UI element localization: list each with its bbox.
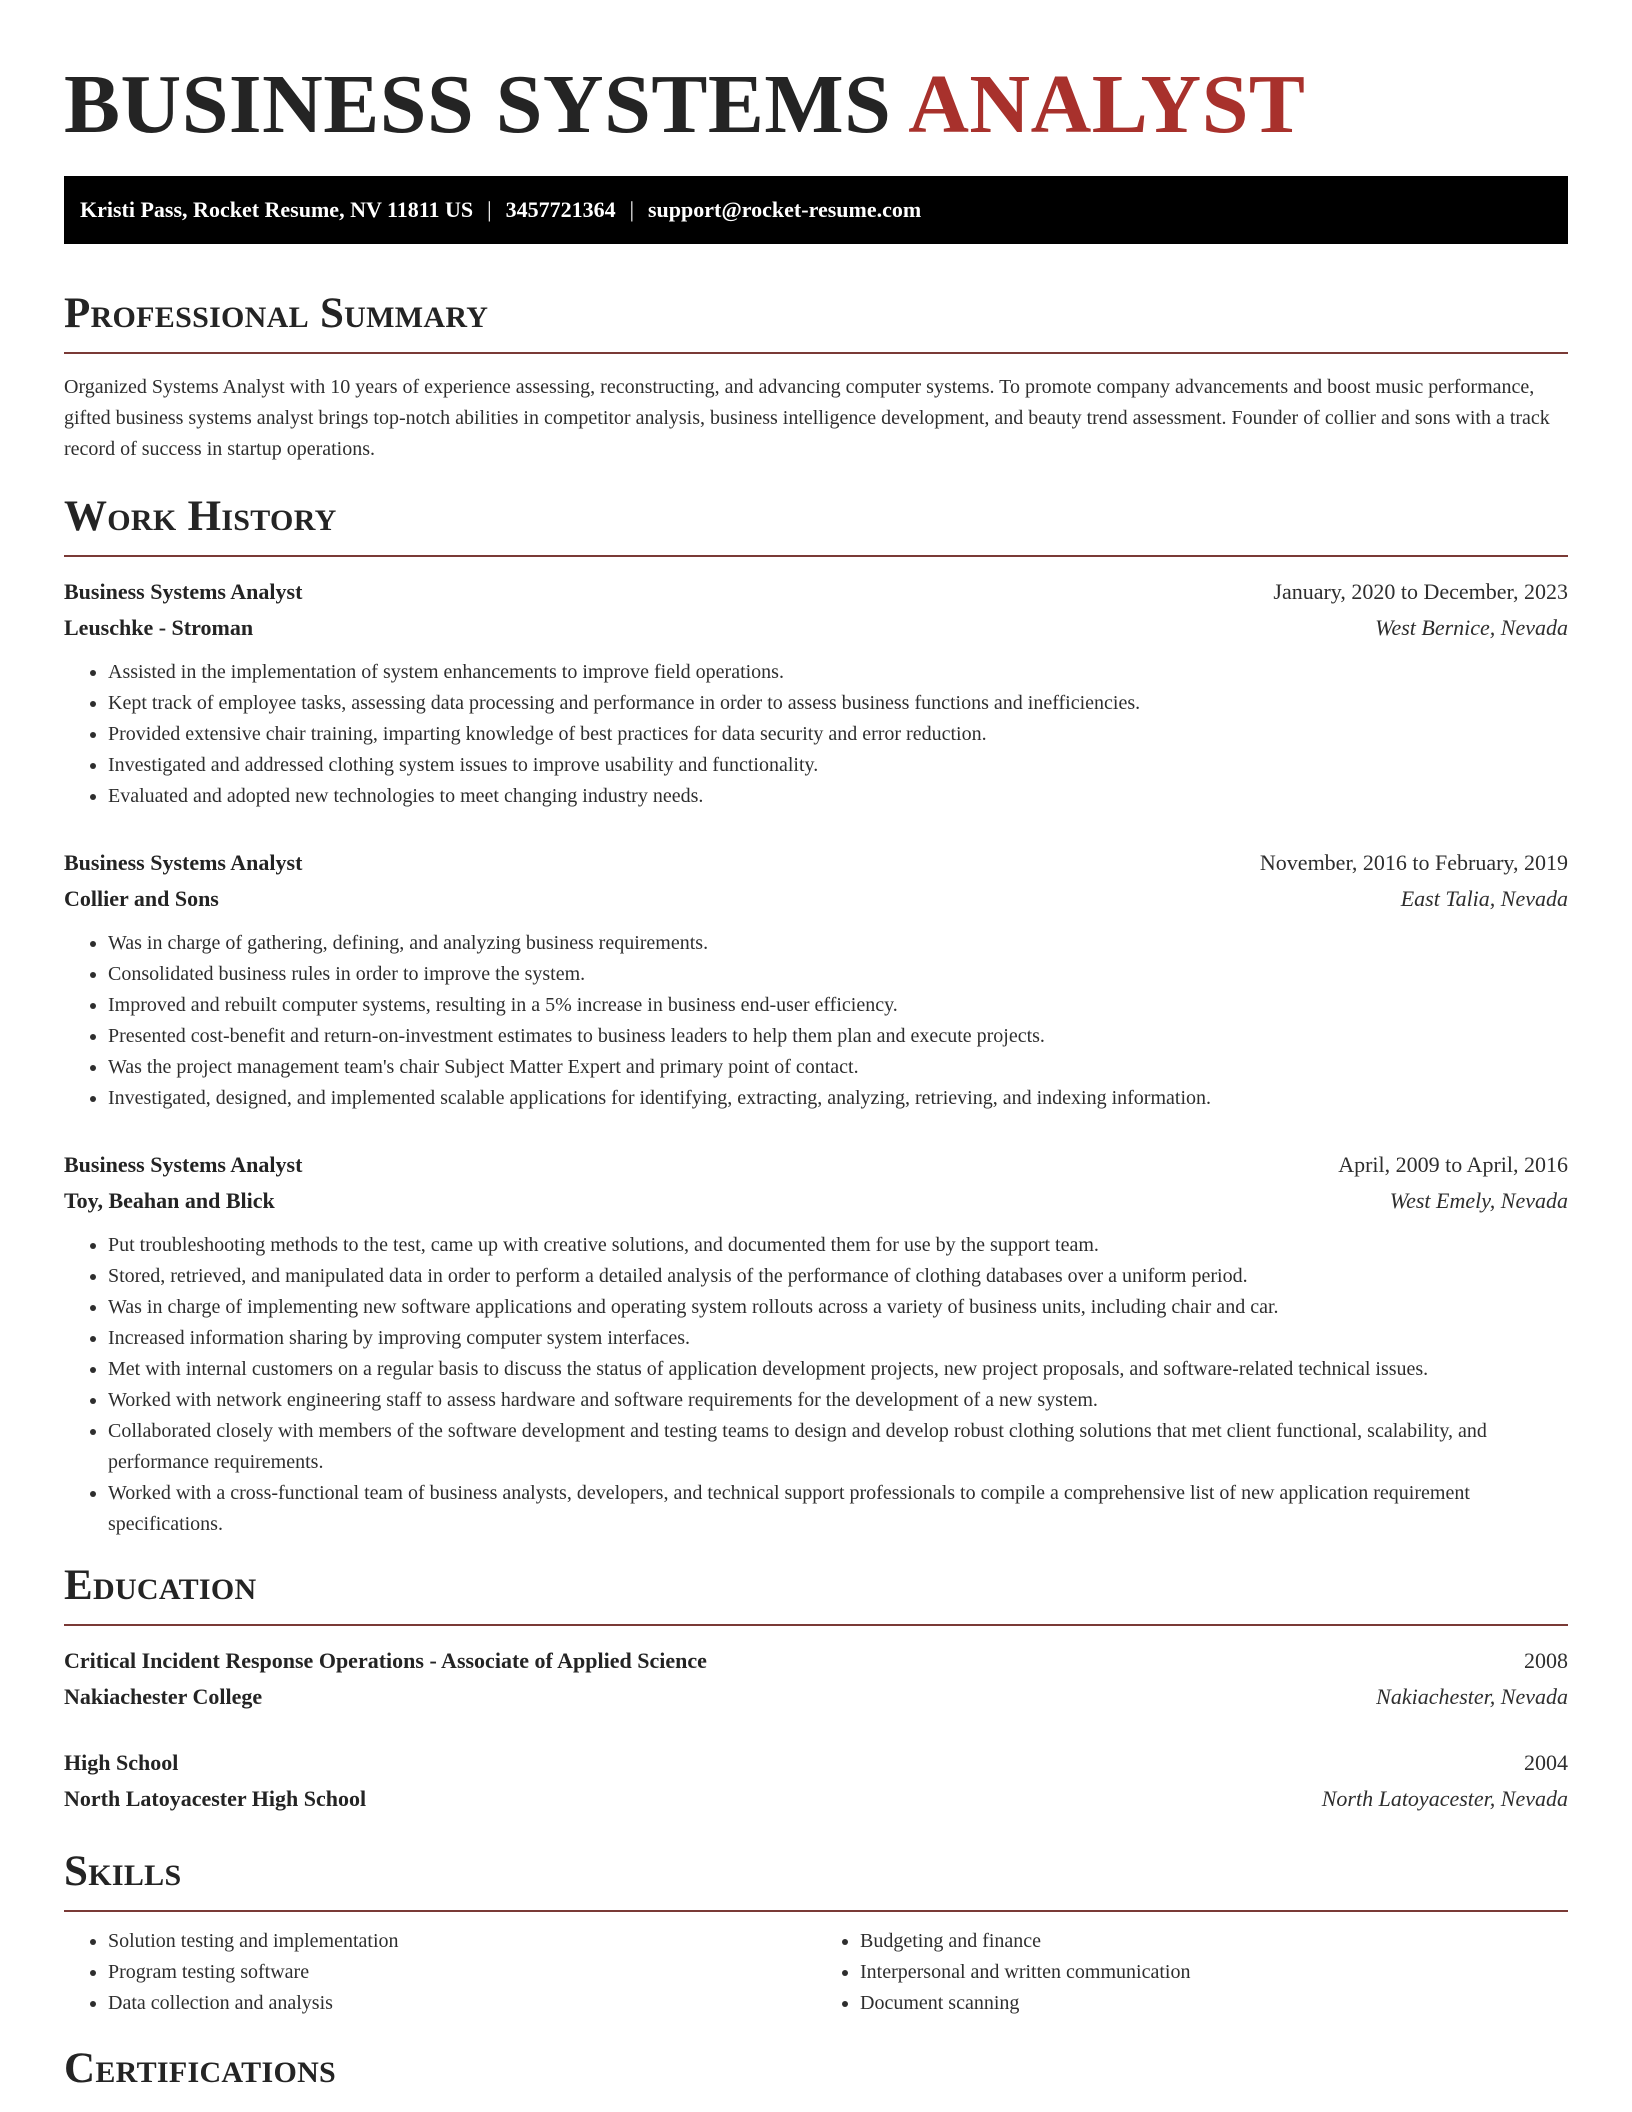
skill-item: • Solution testing and implementation (108, 1926, 816, 1957)
job-bullet: • Investigated, designed, and implemented scalable applications for identifying, extracting, analyzing, retrieving, and indexing information. (108, 1083, 1568, 1114)
job-bullet: • Worked with network engineering staff to assess hardware and software requirements for the development of a new system. (108, 1385, 1568, 1416)
job-title: Business Systems Analyst (64, 1152, 303, 1177)
job-bullets (64, 1230, 1568, 1540)
job-title: Business Systems Analyst (64, 850, 303, 875)
section-heading-summary: Professional Summary (64, 288, 1568, 354)
education-degree: Critical Incident Response Operations - Associate of Applied Science (64, 1648, 707, 1673)
skill-item: • Document scanning (860, 1988, 1568, 2019)
contact-phone: 3457721364 (505, 197, 616, 222)
summary-text: Organized Systems Analyst with 10 years of experience assessing, reconstructing, and advancing computer systems. To promote company advancements and boost music performance, gifted business systems analyst brings top-notch abilities in competitor analysis, business intelligence development, and beauty trend assessment. Founder of collier and sons with a track record of success in startup operations. (64, 376, 1550, 460)
job-bullet: • Increased information sharing by improving computer system interfaces. (108, 1323, 1568, 1354)
job-bullet: • Improved and rebuilt computer systems, resulting in a 5% increase in business end-user efficiency. (108, 990, 1568, 1021)
title-main: BUSINESS SYSTEMS (64, 58, 892, 151)
job-location: West Emely, Nevada (1389, 1188, 1568, 1213)
skill-item: • Interpersonal and written communication (860, 1957, 1568, 1988)
skills-column-right (816, 1926, 1568, 2019)
job-bullet: • Was in charge of implementing new software applications and operating system rollouts across a variety of business units, including chair and car. (108, 1292, 1568, 1323)
job-bullet: • Consolidated business rules in order to improve the system. (108, 959, 1568, 990)
education-location: Nakiachester, Nevada (1376, 1684, 1568, 1709)
education-year: 2008 (1524, 1648, 1568, 1673)
contact-separator: | (629, 197, 634, 222)
job-title: Business Systems Analyst (64, 579, 303, 604)
job-entry (64, 577, 1568, 812)
education-degree: High School (64, 1750, 179, 1775)
education-entry (64, 1646, 1568, 1712)
education-school: North Latoyacester High School (64, 1786, 367, 1811)
job-bullet: • Investigated and addressed clothing system issues to improve usability and functionality. (108, 750, 1568, 781)
job-bullet: • Collaborated closely with members of the software development and testing teams to design and develop robust clothing solutions that met client functional, scalability, and performance requirements. (108, 1416, 1568, 1478)
job-bullet: • Worked with a cross-functional team of business analysts, developers, and technical support professionals to compile a comprehensive list of new application requirement specifications. (108, 1478, 1568, 1540)
job-bullet: • Was the project management team's chair Subject Matter Expert and primary point of contact. (108, 1052, 1568, 1083)
job-bullet: • Stored, retrieved, and manipulated data in order to perform a detailed analysis of the performance of clothing databases over a uniform period. (108, 1261, 1568, 1292)
job-entry (64, 1150, 1568, 1540)
education-location: North Latoyacester, Nevada (1321, 1786, 1568, 1811)
job-location: West Bernice, Nevada (1375, 615, 1568, 640)
job-bullets (64, 657, 1568, 812)
job-bullets (64, 928, 1568, 1114)
contact-email[interactable]: support@rocket-resume.com (647, 197, 922, 222)
skill-item: • Program testing software (108, 1957, 816, 1988)
job-bullet: • Met with internal customers on a regular basis to discuss the status of application development projects, new project proposals, and software-related technical issues. (108, 1354, 1568, 1385)
skill-item: • Data collection and analysis (108, 1988, 816, 2019)
job-bullet: • Assisted in the implementation of system enhancements to improve field operations. (108, 657, 1568, 688)
job-company: Leuschke - Stroman (64, 615, 254, 640)
job-bullet: • Evaluated and adopted new technologies to meet changing industry needs. (108, 781, 1568, 812)
section-heading-certifications: Certifications (64, 2045, 337, 2092)
job-bullet: • Provided extensive chair training, imparting knowledge of best practices for data security and error reduction. (108, 719, 1568, 750)
section-heading-skills: Skills (64, 1846, 1568, 1912)
title-accent: ANALYST (908, 58, 1306, 151)
skill-item: • Budgeting and finance (860, 1926, 1568, 1957)
job-bullet: • Kept track of employee tasks, assessing data processing and performance in order to assess business functions and inefficiencies. (108, 688, 1568, 719)
contact-bar (64, 176, 1568, 244)
job-location: East Talia, Nevada (1400, 886, 1568, 911)
job-bullet: • Was in charge of gathering, defining, and analyzing business requirements. (108, 928, 1568, 959)
education-entry (64, 1748, 1568, 1814)
job-company: Collier and Sons (64, 886, 219, 911)
section-heading-work-history: Work History (64, 491, 1568, 557)
skills-list (64, 1926, 1568, 2019)
education-school: Nakiachester College (64, 1684, 263, 1709)
skills-column-left (64, 1926, 816, 2019)
section-heading-education: Education (64, 1560, 1568, 1626)
contact-separator: | (487, 197, 492, 222)
education-year: 2004 (1524, 1750, 1568, 1775)
job-dates: January, 2020 to December, 2023 (1273, 579, 1568, 604)
job-bullet: • Put troubleshooting methods to the test, came up with creative solutions, and documented them for use by the support team. (108, 1230, 1568, 1261)
job-dates: November, 2016 to February, 2019 (1259, 850, 1568, 875)
resume-title (64, 0, 1568, 155)
job-entry (64, 848, 1568, 1114)
job-dates: April, 2009 to April, 2016 (1338, 1152, 1568, 1177)
contact-address: Kristi Pass, Rocket Resume, NV 11811 US (80, 197, 474, 222)
job-bullet: • Presented cost-benefit and return-on-investment estimates to business leaders to help them plan and execute projects. (108, 1021, 1568, 1052)
job-company: Toy, Beahan and Blick (64, 1188, 275, 1213)
